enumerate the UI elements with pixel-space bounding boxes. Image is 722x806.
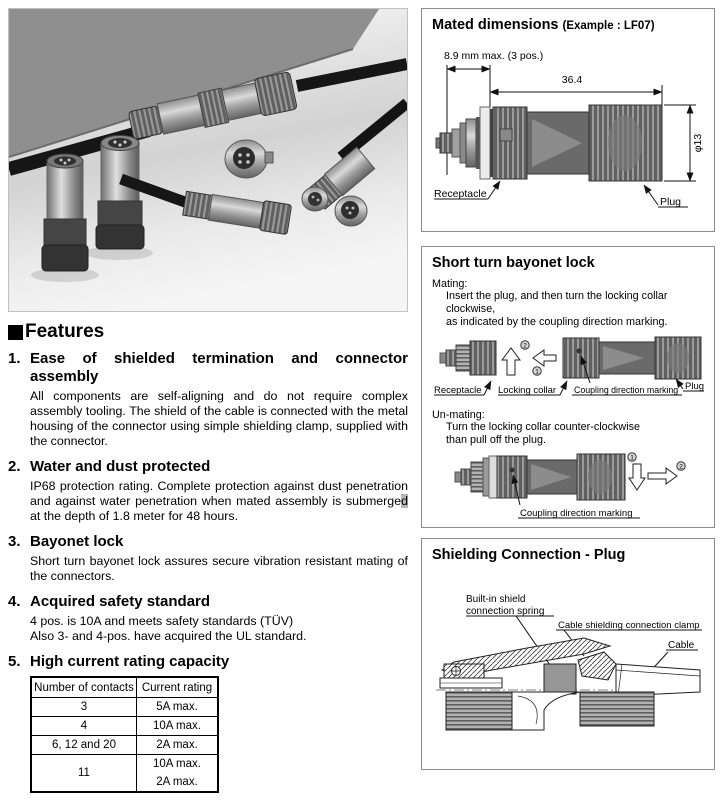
small-round-connector bbox=[335, 196, 367, 226]
feature-heading: High current rating capacity bbox=[30, 653, 230, 670]
feature-body bbox=[30, 479, 408, 524]
unmating-drawing bbox=[432, 450, 704, 526]
features-title-text: Features bbox=[25, 321, 105, 342]
feature-heading: Bayonet lock bbox=[30, 533, 124, 550]
step-2-badge: 2 bbox=[523, 342, 527, 350]
body-text: IP68 protection rating. Complete protection against dust penetration and against water penetration when mated assembly is submerge bbox=[30, 479, 408, 508]
contacts-cell: 3 bbox=[31, 698, 137, 717]
cable-label: Cable bbox=[668, 640, 695, 651]
highlighted-character: d bbox=[401, 494, 408, 508]
plug-drawing bbox=[563, 337, 701, 379]
step-2-badge: 2 bbox=[679, 463, 683, 471]
feature-number: 5. bbox=[8, 653, 21, 670]
cable-drawing bbox=[616, 664, 700, 696]
table-row bbox=[31, 736, 218, 755]
feature-number: 4. bbox=[8, 593, 21, 610]
dim-diameter-label: φ13 bbox=[692, 133, 704, 153]
clamp-label: Cable shielding connection clamp bbox=[558, 620, 700, 631]
product-photo bbox=[8, 8, 408, 312]
panel-title-suffix: (Example : LF07) bbox=[562, 20, 655, 32]
mating-label: Mating: bbox=[432, 278, 468, 290]
mated-dimensions-drawing bbox=[432, 35, 704, 223]
contacts-cell: 6, 12 and 20 bbox=[31, 736, 137, 755]
feature-body-line: Also 3- and 4-pos. have acquired the UL standard. bbox=[30, 629, 307, 643]
rating-cell: 10A max. bbox=[137, 717, 219, 736]
feature-item-1 bbox=[8, 350, 408, 449]
feature-body: All components are self-aligning and do not require complex assembly tooling. The shield of the cable is connected with the metal housing of the connector using simple shielding clamp, supplied with the connector. bbox=[30, 389, 408, 448]
right-connector-face bbox=[302, 187, 328, 211]
panel-title: Short turn bayonet lock bbox=[432, 255, 595, 271]
feature-heading: Ease of shielded termination and connector assembly bbox=[30, 350, 408, 385]
table-row bbox=[31, 717, 218, 736]
standing-connector-left bbox=[42, 154, 88, 271]
mated-assembly-drawing bbox=[455, 454, 625, 500]
right-column bbox=[421, 8, 715, 770]
shielding-cross-section-drawing bbox=[432, 564, 704, 752]
unmating-label: Un-mating: bbox=[432, 409, 485, 421]
features-square-icon bbox=[8, 325, 23, 340]
features-heading bbox=[8, 321, 408, 343]
table-row bbox=[31, 755, 218, 793]
feature-item-4 bbox=[8, 593, 408, 644]
contacts-cell: 4 bbox=[31, 717, 137, 736]
shield-spring-label: Built-in shield bbox=[466, 594, 526, 605]
turn-arrow bbox=[629, 464, 645, 490]
shield-spring-block bbox=[544, 664, 576, 694]
feature-body: Short turn bayonet lock assures secure vibration resistant mating of the connectors. bbox=[30, 554, 408, 583]
coupling-marking-label: Coupling direction marking bbox=[520, 508, 633, 519]
contacts-cell: 11 bbox=[31, 755, 137, 793]
receptacle-drawing bbox=[440, 341, 496, 375]
feature-number: 2. bbox=[8, 458, 21, 475]
feature-body-line: 4 pos. is 10A and meets safety standards (TÜV) bbox=[30, 614, 294, 628]
receptacle-label: Receptacle bbox=[434, 385, 482, 396]
rating-line: 2A max. bbox=[156, 776, 198, 788]
rating-cell: 5A max. bbox=[137, 698, 219, 717]
panel-title: Shielding Connection - Plug bbox=[432, 547, 626, 563]
panel-mated-dimensions bbox=[421, 8, 715, 232]
step-1-badge: 1 bbox=[630, 454, 634, 462]
plug-label: Plug bbox=[660, 196, 682, 208]
table-header-row bbox=[31, 677, 218, 698]
locking-collar-label: Locking collar bbox=[498, 385, 557, 396]
insert-arrow bbox=[533, 350, 556, 366]
column-header: Current rating bbox=[137, 677, 219, 698]
mating-instruction: as indicated by the coupling direction marking. bbox=[446, 316, 668, 328]
coupling-marking-label: Coupling direction marking bbox=[574, 385, 679, 395]
feature-number: 1. bbox=[8, 350, 21, 367]
unmating-instruction: Turn the locking collar counter-clockwise bbox=[446, 421, 641, 433]
plug-label: Plug bbox=[685, 381, 704, 392]
connector-body-lower bbox=[446, 692, 654, 730]
unmating-instruction: than pull off the plug. bbox=[446, 434, 547, 446]
pull-arrow bbox=[648, 468, 677, 484]
feature-heading: Acquired safety standard bbox=[30, 593, 211, 610]
feature-number: 3. bbox=[8, 533, 21, 550]
dim-length-label: 36.4 bbox=[561, 74, 583, 86]
feature-item-3 bbox=[8, 533, 408, 584]
turn-arrow bbox=[502, 348, 520, 375]
step-1-badge: 1 bbox=[535, 368, 539, 376]
panel-title bbox=[432, 16, 704, 35]
shield-spring-label: connection spring bbox=[466, 606, 545, 617]
panel-title-text: Mated dimensions bbox=[432, 17, 559, 33]
dim-width-label: 8.9 mm max. (3 pos.) bbox=[444, 50, 544, 62]
mating-instruction: Insert the plug, and then turn the locking collar clockwise, bbox=[446, 290, 668, 315]
body-text: at the depth of 1.8 meter for 48 hours. bbox=[30, 509, 239, 523]
rating-cell: 2A max. bbox=[137, 736, 219, 755]
panel-shielding-connection bbox=[421, 538, 715, 770]
plug-drawing bbox=[493, 105, 662, 181]
rating-line: 10A max. bbox=[153, 758, 201, 770]
rating-cell bbox=[137, 755, 219, 793]
product-photo-illustration bbox=[9, 9, 407, 311]
receptacle-drawing bbox=[436, 107, 493, 179]
table-row bbox=[31, 698, 218, 717]
standing-connector-right bbox=[96, 136, 144, 250]
mating-drawing bbox=[432, 333, 704, 403]
receptacle-label: Receptacle bbox=[434, 188, 487, 200]
feature-item-5 bbox=[8, 653, 408, 793]
left-column bbox=[8, 8, 408, 802]
column-header: Number of contacts bbox=[31, 677, 137, 698]
feature-item-2 bbox=[8, 458, 408, 524]
panel-bayonet-lock bbox=[421, 246, 715, 528]
current-rating-table bbox=[30, 676, 219, 793]
feature-heading: Water and dust protected bbox=[30, 458, 211, 475]
